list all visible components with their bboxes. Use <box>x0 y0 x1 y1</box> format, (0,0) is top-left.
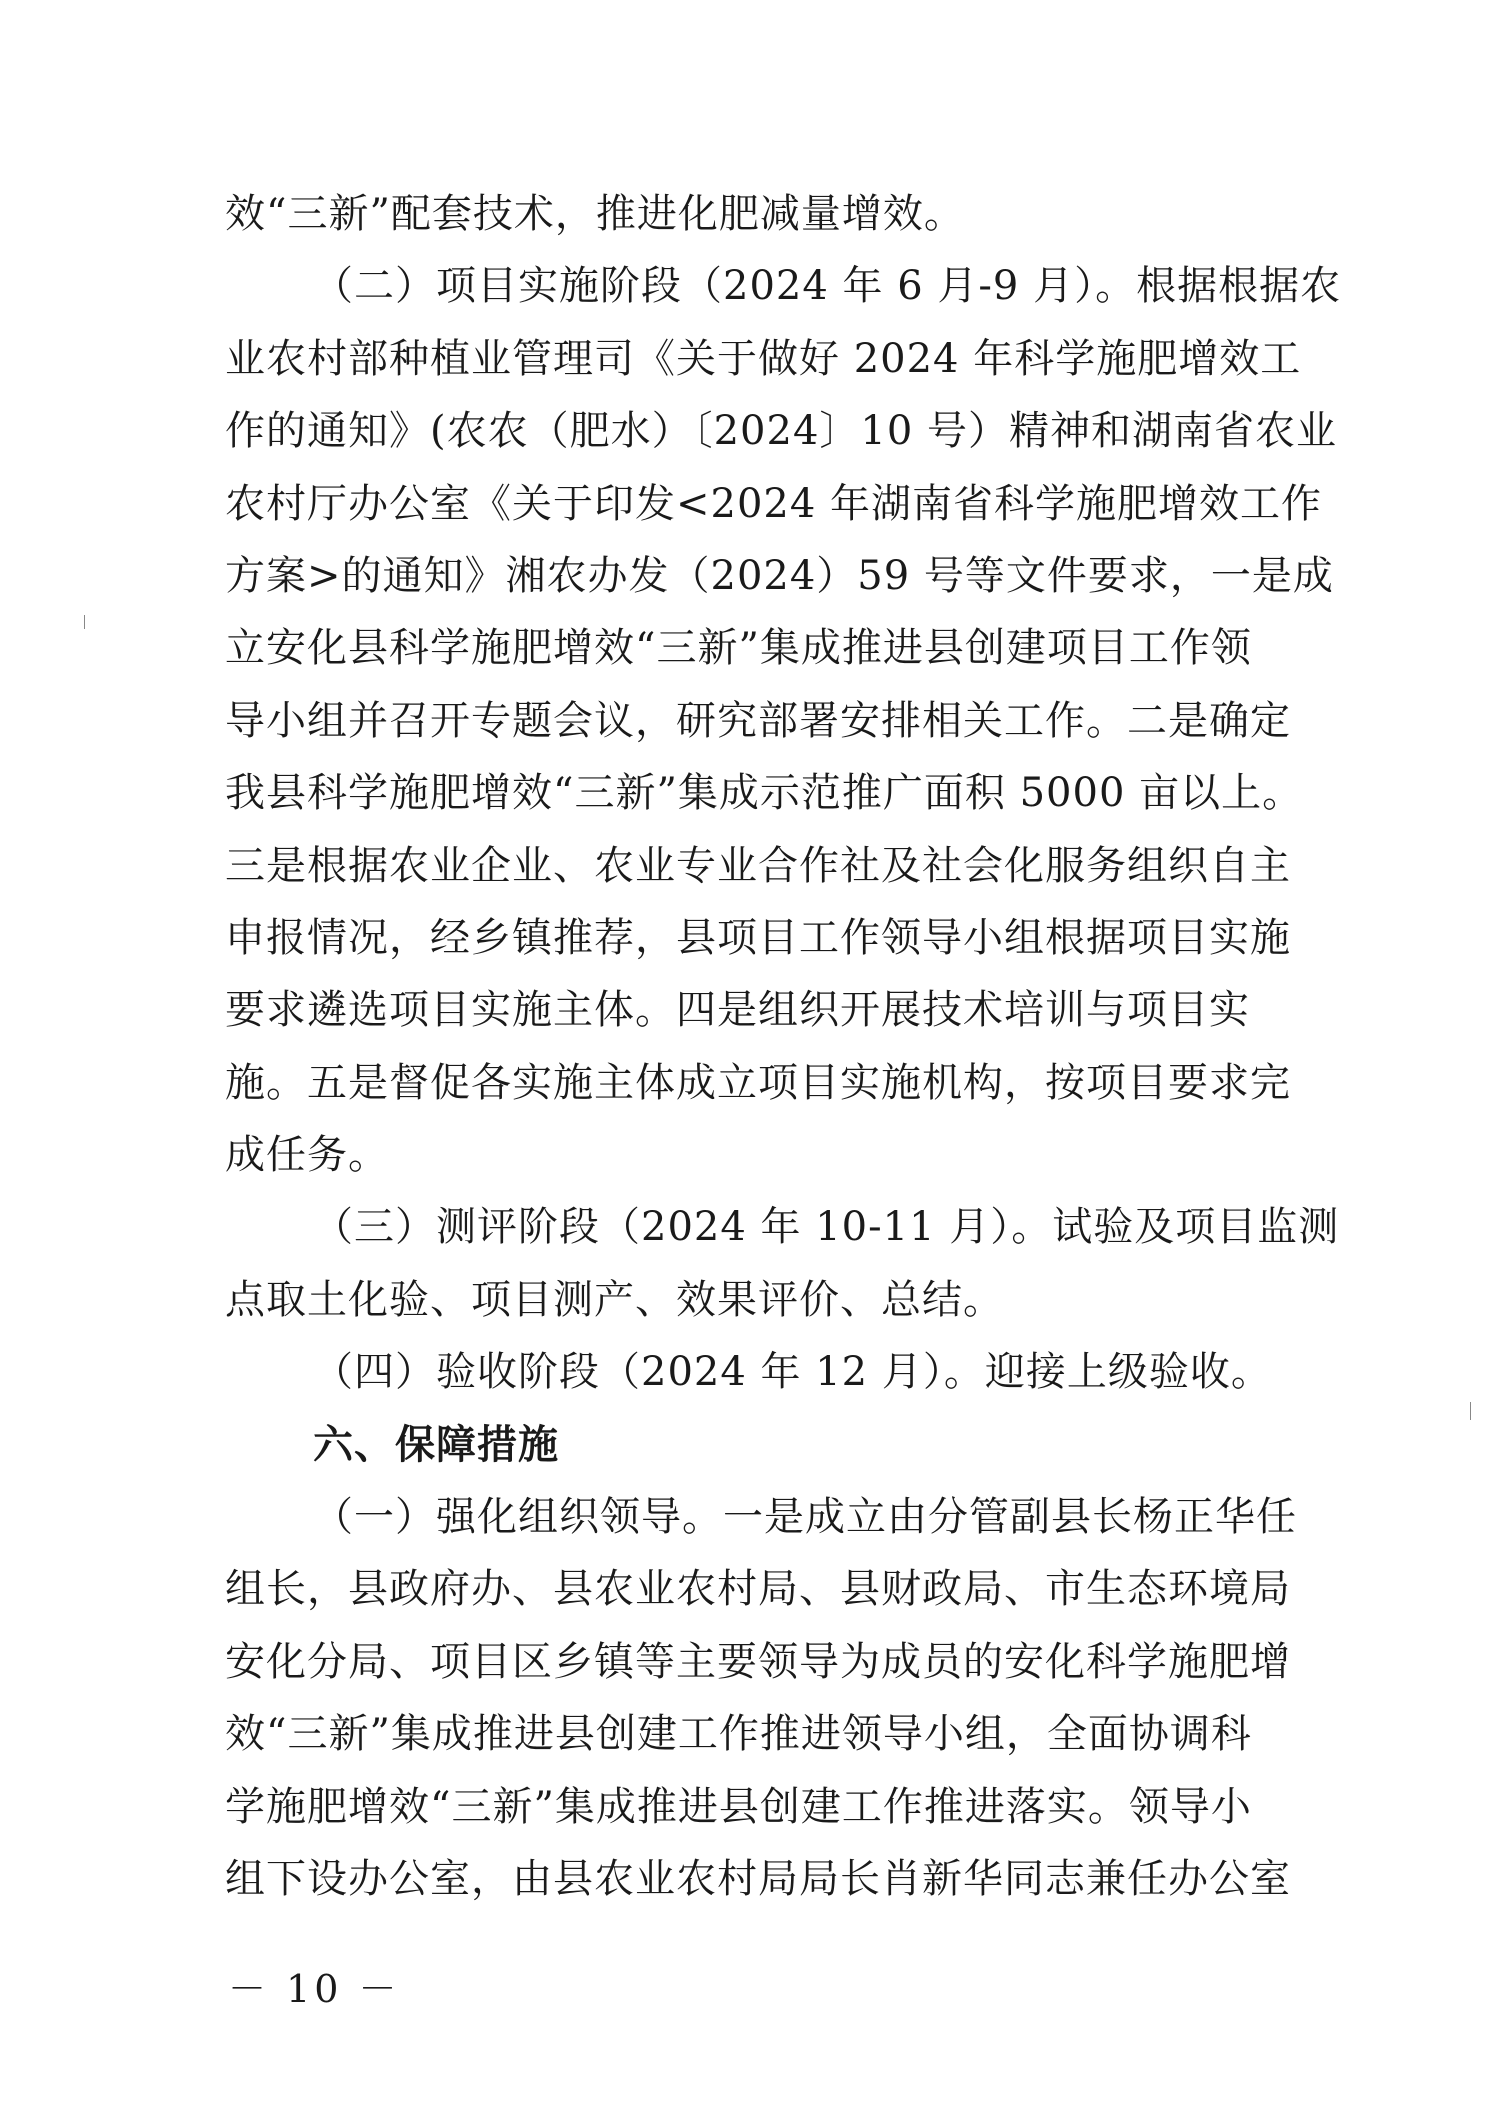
text-line: 作的通知》(农农（肥水）〔2024〕10 号）精神和湖南省农业 <box>225 408 1338 455</box>
text-line: （四）验收阶段（2024 年 12 月）。迎接上级验收。 <box>313 1349 1272 1396</box>
text-line: 三是根据农业企业、农业专业合作社及社会化服务组织自主 <box>225 842 1291 889</box>
section-heading: 六、保障措施 <box>313 1421 559 1468</box>
text-line: 要求遴选项目实施主体。四是组织开展技术培训与项目实 <box>225 987 1250 1034</box>
text-line: 导小组并召开专题会议，研究部署安排相关工作。二是确定 <box>225 697 1291 744</box>
text-line: 组下设办公室，由县农业农村局局长肖新华同志兼任办公室 <box>225 1855 1291 1902</box>
text-line: 点取土化验、项目测产、效果评价、总结。 <box>225 1276 1004 1323</box>
text-line: 安化分局、项目区乡镇等主要领导为成员的安化科学施肥增 <box>225 1638 1291 1685</box>
text-line: 效“三新”配套技术，推进化肥减量增效。 <box>225 191 965 237</box>
text-line: 组长，县政府办、县农业农村局、县财政局、市生态环境局 <box>225 1566 1291 1613</box>
text-line: 农村厅办公室《关于印发<2024 年湖南省科学施肥增效工作 <box>225 480 1323 527</box>
text-line: 我县科学施肥增效“三新”集成示范推广面积 5000 亩以上。 <box>225 770 1304 817</box>
text-line: 效“三新”集成推进县创建工作推进领导小组，全面协调科 <box>225 1711 1252 1758</box>
text-line: 立安化县科学施肥增效“三新”集成推进县创建项目工作领 <box>225 625 1252 672</box>
body-text <box>225 178 1342 1915</box>
text-line: （二）项目实施阶段（2024 年 6 月-9 月）。根据根据农 <box>313 263 1342 310</box>
text-line: 成任务。 <box>225 1132 389 1179</box>
text-line: 学施肥增效“三新”集成推进县创建工作推进落实。领导小 <box>225 1783 1252 1830</box>
page-number: － 10 － <box>228 1967 401 2011</box>
text-line: 申报情况，经乡镇推荐，县项目工作领导小组根据项目实施 <box>225 914 1291 961</box>
text-line: （三）测评阶段（2024 年 10-11 月）。试验及项目监测 <box>313 1204 1340 1251</box>
text-line: 业农村部种植业管理司《关于做好 2024 年科学施肥增效工 <box>225 335 1302 382</box>
scan-mark-left <box>84 615 85 629</box>
text-line: （一）强化组织领导。一是成立由分管副县长杨正华任 <box>313 1494 1297 1541</box>
scan-mark-right <box>1470 1402 1471 1420</box>
text-line: 方案>的通知》湘农办发（2024）59 号等文件要求，一是成 <box>225 552 1334 599</box>
text-line: 施。五是督促各实施主体成立项目实施机构，按项目要求完 <box>225 1059 1291 1106</box>
